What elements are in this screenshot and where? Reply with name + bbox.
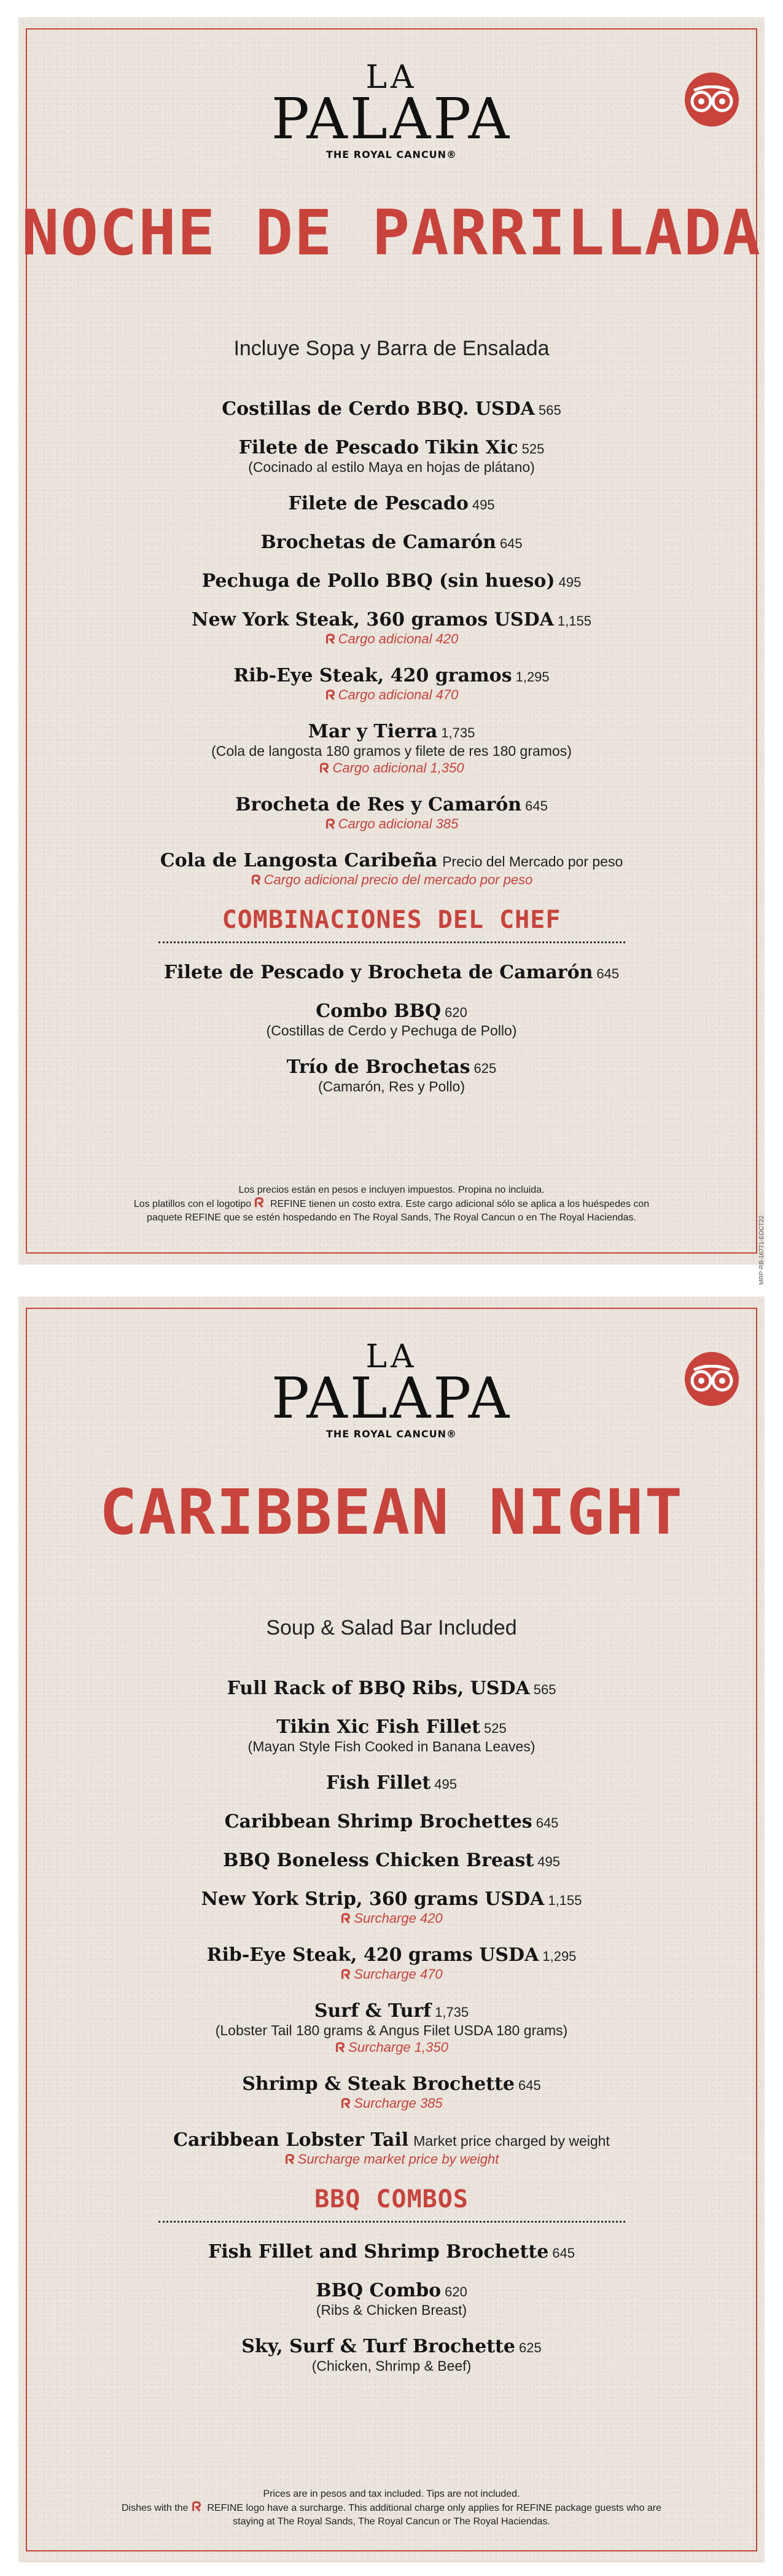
- menu-item-line: [18, 398, 765, 420]
- menu-item-surcharge: [18, 871, 765, 889]
- menu-title: CARIBBEAN NIGHT: [99, 1476, 684, 1549]
- dotted-divider: [158, 941, 625, 943]
- menu-item-surcharge: [18, 815, 765, 833]
- refine-icon: [340, 2098, 351, 2109]
- menu-item: [18, 2280, 765, 2319]
- menu-item-line: [18, 850, 765, 871]
- menu-item-line: [18, 2129, 765, 2151]
- menu-page-english: [18, 1297, 765, 2562]
- menu-item-price: 625: [473, 1061, 497, 1076]
- menu-item-price: 645: [518, 2078, 541, 2093]
- refine-icon: [191, 2501, 202, 2512]
- menu-item: [18, 962, 765, 983]
- menu-item: [18, 1850, 765, 1871]
- menu-item-note: Precio del Mercado por peso: [442, 854, 623, 870]
- menu-item: [18, 1888, 765, 1927]
- footer-note: Los precios están en pesos e incluyen impuestos. Propina no incluida. Los platillos con el logotipo REFINE tienen un costo extra. Este cargo adicional sólo se aplica a los huéspedes con paquete REFINE que se estén hospedando en The Royal Sands, The Royal Cancun o en The Royal Haciendas.: [133, 1185, 650, 1223]
- menu-item: [18, 437, 765, 476]
- menu-item: [18, 1716, 765, 1755]
- menu-item-name: Pechuga de Pollo BBQ (sin hueso): [201, 570, 555, 592]
- menu-item-name: Brocheta de Res y Camarón: [235, 794, 522, 815]
- menu-item-surcharge: [18, 686, 765, 704]
- menu-item-line: [18, 1888, 765, 1910]
- menu-subtitle: Soup & Salad Bar Included: [266, 1616, 517, 1639]
- menu-item: [18, 721, 765, 777]
- surcharge-text: Surcharge 420: [354, 1910, 443, 1926]
- menu-item-description: (Mayan Style Fish Cooked in Banana Leaves): [247, 1738, 536, 1754]
- menu-title: NOCHE DE PARRILLADA: [21, 197, 762, 270]
- menu-item-line: [18, 2073, 765, 2095]
- menu-item-line: [18, 493, 765, 514]
- refine-icon: [251, 874, 262, 886]
- menu-item: [18, 2241, 765, 2263]
- menu-item-name: Surf & Turf: [314, 2000, 432, 2022]
- menu-item-line: [18, 2000, 765, 2022]
- menu-items: [18, 398, 765, 1112]
- refine-icon: [325, 634, 336, 645]
- menu-item-name: Fish Fillet: [326, 1772, 431, 1794]
- menu-item-name: BBQ Combo: [316, 2280, 442, 2301]
- menu-item: [18, 1678, 765, 1699]
- refine-icon: [340, 1969, 351, 1980]
- menu-item-name: BBQ Boneless Chicken Breast: [223, 1850, 534, 1871]
- menu-item-price: 1,155: [548, 1893, 582, 1908]
- menu-item-description: (Ribs & Chicken Breast): [316, 2302, 467, 2318]
- menu-item-surcharge: [18, 1966, 765, 1983]
- menu-item-name: Shrimp & Steak Brochette: [242, 2073, 515, 2095]
- menu-item: [18, 1056, 765, 1095]
- menu-item-name: Sky, Surf & Turf Brochette: [241, 2336, 516, 2357]
- menu-item-line: [18, 437, 765, 458]
- menu-item-name: Tikin Xic Fish Fillet: [276, 1716, 481, 1738]
- menu-item-line: [18, 1944, 765, 1966]
- surcharge-text: Surcharge 1,350: [348, 2040, 448, 2055]
- menu-item-name: New York Steak, 360 gramos USDA: [192, 609, 554, 630]
- refine-icon: [284, 2154, 295, 2165]
- refine-icon: [325, 689, 336, 701]
- menu-item-price: 1,295: [515, 669, 550, 685]
- menu-item-line: [18, 962, 765, 983]
- menu-item-price: 1,735: [435, 2005, 469, 2020]
- section-title: COMBINACIONES DEL CHEF: [222, 906, 561, 934]
- menu-item-name: Rib-Eye Steak, 420 grams USDA: [206, 1944, 539, 1966]
- menu-item-description: (Costillas de Cerdo y Pechuga de Pollo): [266, 1023, 517, 1039]
- section-title: BBQ COMBOS: [314, 2185, 469, 2213]
- menu-item: [18, 794, 765, 833]
- menu-item-price: 1,735: [441, 725, 475, 740]
- menu-items: [18, 1678, 765, 2392]
- menu-item-price: 525: [484, 1721, 507, 1736]
- menu-item-description: (Chicken, Shrimp & Beef): [311, 2358, 472, 2374]
- menu-item-description: (Lobster Tail 180 grams & Angus Filet USDA 180 grams): [215, 2022, 568, 2038]
- menu-item-name: Caribbean Shrimp Brochettes: [224, 1811, 532, 1832]
- surcharge-text: Surcharge market price by weight: [297, 2151, 499, 2167]
- menu-item-line: [18, 2241, 765, 2263]
- surcharge-text: Cargo adicional 420: [338, 631, 459, 646]
- menu-item: [18, 2129, 765, 2168]
- surcharge-text: Cargo adicional 385: [338, 816, 459, 831]
- menu-item-line: [18, 721, 765, 742]
- la-palapa-logo: LA PALAPA THE ROYAL CANCUN®: [271, 1338, 512, 1440]
- surcharge-text: Surcharge 385: [354, 2095, 443, 2111]
- menu-item-name: Combo BBQ: [316, 1000, 442, 1022]
- refine-icon: [319, 763, 330, 774]
- menu-item-line: [18, 2336, 765, 2357]
- menu-item-price: 495: [472, 497, 495, 512]
- menu-item-price: 645: [525, 798, 548, 814]
- menu-item-line: [18, 1811, 765, 1832]
- menu-item-description: (Camarón, Res y Pollo): [317, 1078, 466, 1094]
- menu-item-price: 495: [434, 1777, 457, 1792]
- surcharge-text: Surcharge 470: [354, 1966, 443, 1982]
- menu-item: [18, 570, 765, 592]
- menu-item-line: [18, 1716, 765, 1738]
- menu-item-price: 1,295: [542, 1949, 577, 1964]
- menu-item-surcharge: [18, 2095, 765, 2112]
- menu-item: [18, 1811, 765, 1832]
- menu-item-line: [18, 532, 765, 553]
- menu-item-name: Brochetas de Camarón: [260, 532, 496, 553]
- menu-item-price: 495: [537, 1854, 560, 1869]
- menu-item: [18, 398, 765, 420]
- menu-item-surcharge: [18, 2151, 765, 2168]
- menu-item-surcharge: [18, 1910, 765, 1927]
- surcharge-text: Cargo adicional precio del mercado por peso: [263, 872, 533, 887]
- menu-page-spanish: [18, 17, 765, 1285]
- menu-item-description: (Cola de langosta 180 gramos y filete de res 180 gramos): [211, 743, 572, 759]
- footer-note: Prices are in pesos and tax included. Tips are not included. Dishes with the REFINE logo have a surcharge. This additional charge only applies for REFINE package guests who are staying at The Royal Sands, The Royal Cancun or The Royal Haciendas.: [121, 2489, 662, 2527]
- menu-item-price: 620: [445, 1005, 467, 1020]
- menu-item-name: Costillas de Cerdo BBQ. USDA: [222, 398, 535, 420]
- menu-item-name: Filete de Pescado Tikin Xic: [238, 437, 518, 458]
- menu-item: [18, 665, 765, 704]
- menu-item-price: 495: [558, 575, 582, 590]
- menu-item-price: 645: [536, 1815, 559, 1831]
- menu-item-price: 620: [445, 2284, 467, 2299]
- menu-item: [18, 532, 765, 553]
- menu-item-note: Market price charged by weight: [413, 2133, 610, 2149]
- menu-item-name: Full Rack of BBQ Ribs, USDA: [227, 1678, 530, 1699]
- menu-item-price: 645: [499, 536, 523, 551]
- menu-item-price: 645: [552, 2245, 575, 2261]
- la-palapa-logo: LA PALAPA THE ROYAL CANCUN®: [271, 59, 512, 160]
- menu-item-name: Cola de Langosta Caribeña: [160, 850, 438, 871]
- menu-item-line: [18, 2280, 765, 2301]
- refine-icon: [340, 1913, 351, 1924]
- menu-item: [18, 2336, 765, 2374]
- menu-item-line: [18, 1772, 765, 1794]
- menu-item: [18, 1772, 765, 1794]
- menu-item: [18, 1000, 765, 1039]
- menu-item-name: Fish Fillet and Shrimp Brochette: [208, 2241, 549, 2263]
- menu-item-name: New York Strip, 360 grams USDA: [201, 1888, 545, 1910]
- menu-item-line: [18, 794, 765, 815]
- menu-item-line: [18, 1678, 765, 1699]
- menu-item: [18, 1944, 765, 1983]
- refine-icon: [325, 819, 336, 830]
- surcharge-text: Cargo adicional 1,350: [332, 760, 464, 776]
- menu-item-line: [18, 1000, 765, 1022]
- menu-item: [18, 850, 765, 889]
- dotted-divider: [158, 2221, 625, 2223]
- menu-item-price: 525: [521, 441, 545, 457]
- document-code: MRP-RB-16771-EOCT22: [758, 1215, 765, 1285]
- menu-item-price: 1,155: [557, 613, 591, 629]
- menu-item-name: Rib-Eye Steak, 420 gramos: [233, 665, 512, 686]
- menu-item: [18, 2000, 765, 2056]
- menu-item: [18, 609, 765, 648]
- menu-item-name: Mar y Tierra: [308, 721, 438, 742]
- menu-item-surcharge: [18, 2039, 765, 2056]
- menu-subtitle: Incluye Sopa y Barra de Ensalada: [233, 337, 550, 360]
- menu-item-name: Caribbean Lobster Tail: [173, 2129, 409, 2151]
- menu-item: [18, 493, 765, 514]
- menu-item-line: [18, 570, 765, 592]
- menu-item-line: [18, 1056, 765, 1078]
- menu-item-price: 565: [533, 1682, 556, 1697]
- menu-item-surcharge: [18, 760, 765, 777]
- menu-item-name: Filete de Pescado y Brocheta de Camarón: [163, 962, 593, 983]
- menu-item: [18, 2073, 765, 2112]
- menu-item-line: [18, 609, 765, 630]
- menu-item-price: 645: [596, 966, 620, 981]
- menu-item-name: Filete de Pescado: [288, 493, 469, 514]
- refine-icon: [335, 2042, 346, 2053]
- surcharge-text: Cargo adicional 470: [338, 687, 459, 702]
- menu-item-price: 625: [519, 2340, 542, 2355]
- refine-icon: [254, 1197, 265, 1208]
- menu-item-line: [18, 1850, 765, 1871]
- menu-item-price: 565: [538, 402, 561, 418]
- menu-item-surcharge: [18, 630, 765, 648]
- menu-item-name: Trío de Brochetas: [286, 1056, 470, 1078]
- menu-item-description: (Cocinado al estilo Maya en hojas de plátano): [248, 459, 535, 475]
- menu-item-line: [18, 665, 765, 686]
